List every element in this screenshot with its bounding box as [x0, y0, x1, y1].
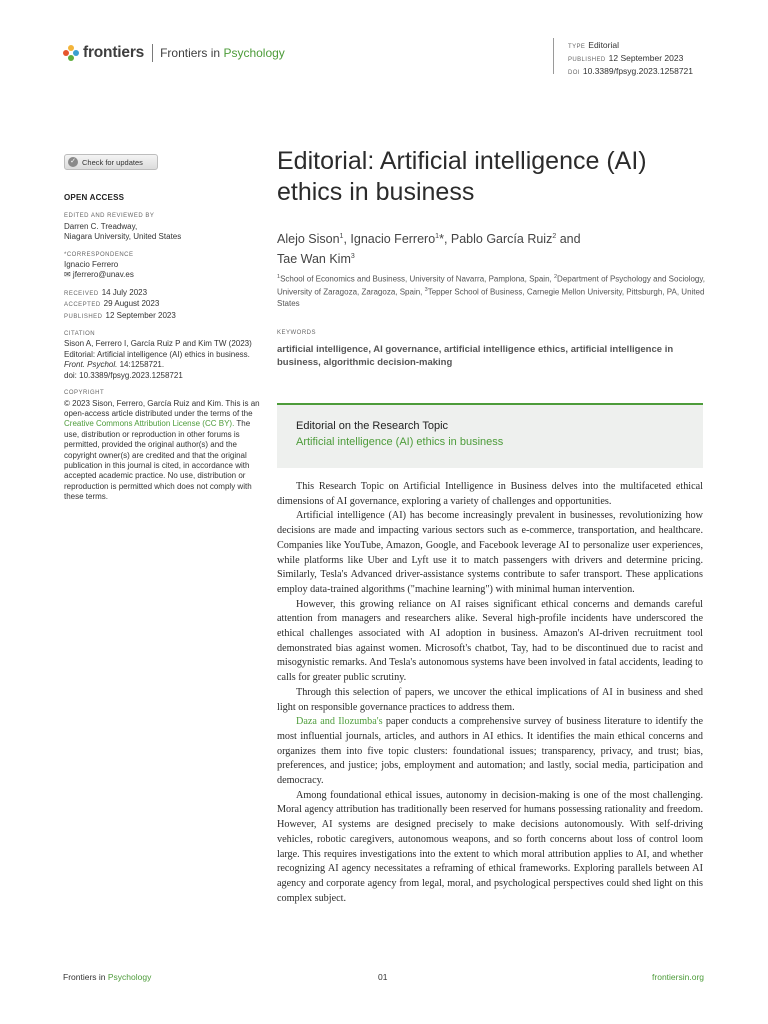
topic-label: Editorial on the Research Topic [296, 420, 449, 432]
journal-header [63, 44, 285, 62]
correspondence-block: *CORRESPONDENCE Ignacio Ferrero ✉ jferrero@unav.es [64, 250, 260, 281]
paragraph: Through this selection of papers, we uncover the ethical implications of AI in business and shed light on responsible governance practices to address them. [277, 686, 703, 713]
citation-block: CITATION Sison A, Ferrero I, García Ruiz P and Kim TW (2023) Editorial: Artificial intelligence (AI) ethics in business. Front. Psychol. 14:1258721. doi: 10.3389/fpsyg.2023.1258721 [64, 331, 252, 380]
type-value: Editorial [588, 40, 619, 50]
site-link[interactable]: frontiersin.org [652, 972, 704, 982]
page-number: 01 [378, 972, 388, 982]
author-list: Alejo Sison$^1$, Ignacio Ferrero$^1$*, Pablo García Ruiz$^2$ and Tae Wan Kim$^3$ [277, 232, 581, 267]
copyright-block: COPYRIGHT © 2023 Sison, Ferrero, García Ruiz and Kim. This is an open-access article distributed under the terms of the Creative Commons Attribution License (CC BY). The use, distribution or reproduction in other forums is permitted, provided the original author(s) and the copyright owner(s) are credited and that the original publication in this journal is cited, in accordance with accepted academic practice. No use, distribution or reproduction is permitted which does not comply with these terms. [64, 390, 260, 502]
doi-value[interactable]: 10.3389/fpsyg.2023.1258721 [582, 66, 694, 76]
check-for-updates-button[interactable]: ✓ Check for updates [64, 154, 158, 170]
paragraph: Among foundational ethical issues, autonomy in decision-making is one of the most challenging. Moral agency attribution has traditionally been reserved for humans possessing rationality and freedom. However, AI systems are designed precisely to make decisions autonomously. With self-driving vehicles, robotic caregivers, autonomous weapons, and so forth concerns about loss of control loom large. This requires investigations into the extent to which moral attribution applies to AI, and whether recognizing AI agency necessitates a reframing of ethical frameworks. Exploring parallels between AI agency and corporate agency from legal, moral, and psychological perspectives could shed light on this complex subject. [277, 789, 703, 904]
footer-journal: Frontiers in Psychology [63, 972, 152, 982]
article-body [277, 480, 703, 906]
paragraph: Daza and Ilozumba's paper conducts a comprehensive survey of business literature to identify the most influential journals, articles, and authors in AI ethics. It identifies the main ethical concerns and organizes them into five topic clusters: foundational issues; transparency, privacy, and trust; bias, preferences, and justice; jobs, employment and automation; and lastly, social media, participation and democracy. [277, 716, 703, 787]
published-value: 12 September 2023 [608, 53, 684, 63]
paragraph: This Research Topic on Artificial Intelligence in Business delves into the multifaceted ethical dimensions of AI governance, exploring a variety of challenges and opportunities. [277, 481, 703, 507]
reference-link[interactable]: Daza and Ilozumba's [296, 716, 383, 728]
brand-name: frontiers [83, 44, 145, 61]
meta-divider [553, 38, 554, 74]
keywords: artificial intelligence, AI governance, artificial intelligence ethics, artificial intelligence in business, algorithmic decision-making [277, 344, 674, 368]
keywords-label: KEYWORDS [277, 330, 317, 336]
article-title: Editorial: Artificial intelligence (AI) ethics in business [277, 147, 647, 206]
edited-block: EDITED AND REVIEWED BY Darren C. Treadway, Niagara University, United States [64, 213, 182, 242]
frontiers-logo-icon [63, 45, 79, 61]
email-link[interactable]: ✉ jferrero@unav.es [64, 270, 134, 280]
article-meta: TYPE Editorial PUBLISHED 12 September 2023 DOI 10.3389/fpsyg.2023.1258721 [568, 40, 694, 76]
research-topic-box [277, 403, 703, 468]
affiliations: $^1$School of Economics and Business, University of Navarra, Pamplona, Spain, $^2$Department of Psychology and Sociology, University of Zaragoza, Zaragoza, Spain, $^3$Tepper School of Business, Carnegie Mellon University, Pittsburgh, PA, United States [277, 274, 705, 308]
cc-license-link[interactable]: Creative Commons Attribution License (CC BY). [64, 419, 235, 429]
header-divider [152, 44, 153, 62]
update-check-icon: ✓ [68, 157, 78, 167]
sidebar [64, 193, 260, 510]
open-access-label: OPEN ACCESS [64, 193, 125, 202]
paragraph: However, this growing reliance on AI raises significant ethical concerns and demands careful attention from managers and researchers alike. Several high-profile incidents have underscored the ethical challenges associated with AI adoption in business. Amazon's AI-driven recruitment tool demonstrated bias against women. Microsoft's chatbot, Tay, had to be discontinued due to racist and misogynistic remarks. And Tesla's autonomous systems have been involved in fatal accidents, leading to calls for greater public scrutiny. [277, 598, 703, 684]
journal-name[interactable]: Frontiers in Psychology [160, 46, 285, 60]
dates-block: RECEIVED 14 July 2023 ACCEPTED 29 August 2023 PUBLISHED 12 September 2023 [64, 287, 176, 320]
paragraph: Artificial intelligence (AI) has become increasingly prevalent in businesses, revolutionizing how decisions are made and impacting various sectors such as e-commerce, transportation, and healthcare. Companies like YouTube, Amazon, Google, and Facebook leverage AI to personalize user experiences, while platforms like Uber and Lyft use it to match passengers with drivers and determine pricing. Similarly, Tesla's Advanced driver-assistance systems contribute to safer transport. These applications employ data-trained algorithms ("machine learning") with minimal human intervention. [277, 510, 703, 595]
topic-link[interactable]: Artificial intelligence (AI) ethics in business [296, 436, 504, 448]
